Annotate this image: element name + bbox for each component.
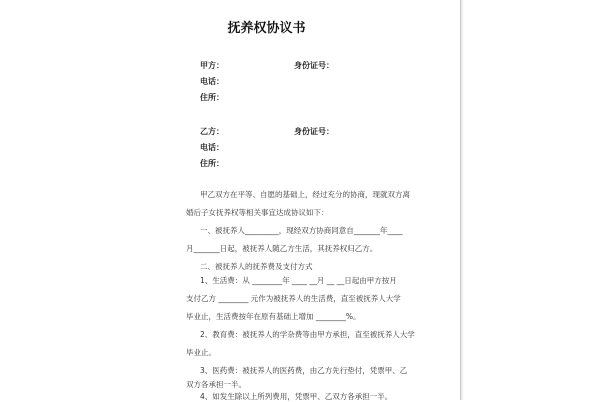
party-b-id-label: 身份证号：: [294, 127, 334, 136]
party-a-name-label: 甲方：: [200, 61, 224, 70]
body-line: 支付乙方 ________ 元作为被抚养人的生活费，直至被抚养人大学: [186, 294, 401, 303]
body-line: 毕业止，生活费按年在原有基础上增加 ________%。: [186, 312, 361, 321]
body-line: 1、生活费：从 ________年 ____ __月 __ __日起由甲方按月: [200, 276, 397, 285]
party-b-name-label: 乙方：: [200, 127, 224, 136]
body-line: 毕业止。: [186, 348, 216, 357]
body-line: 一、被抚养人_________，现经双方协商同意自_______年____: [200, 226, 403, 235]
body-line: 月_______日起，被抚养人随乙方生活，其抚养权归乙方。: [186, 244, 378, 253]
party-a-phone-label: 电话：: [200, 77, 224, 86]
body-line: 甲乙双方在平等、自愿的基础上，经过充分的协商，现就双方离: [200, 190, 410, 199]
body-line: 婚后子女抚养权等相关事宜达成协议如下：: [186, 208, 329, 217]
body-line: 2、教育费：被抚养人的学杂费等由甲方承担，直至被抚养人大学: [200, 330, 415, 339]
party-b-address-label: 住所：: [200, 159, 224, 168]
party-b-phone-label: 电话：: [200, 143, 224, 152]
body-line: 二、被抚养人的抚养费及支付方式: [200, 262, 313, 271]
party-a-address-label: 住所：: [200, 93, 224, 102]
body-line: 3、医药费：被抚养人的医药费，由乙方先行垫付，凭票甲、乙: [200, 366, 408, 375]
document-title: 抚养权协议书: [227, 21, 306, 36]
page-edge-shadow: [461, 0, 464, 400]
body-line: 双方各承担一半。: [186, 380, 246, 389]
body-line: 4、如发生除以上所列费用，凭票甲、乙双方各承担一半。: [200, 392, 393, 401]
party-a-id-label: 身份证号：: [294, 61, 334, 70]
